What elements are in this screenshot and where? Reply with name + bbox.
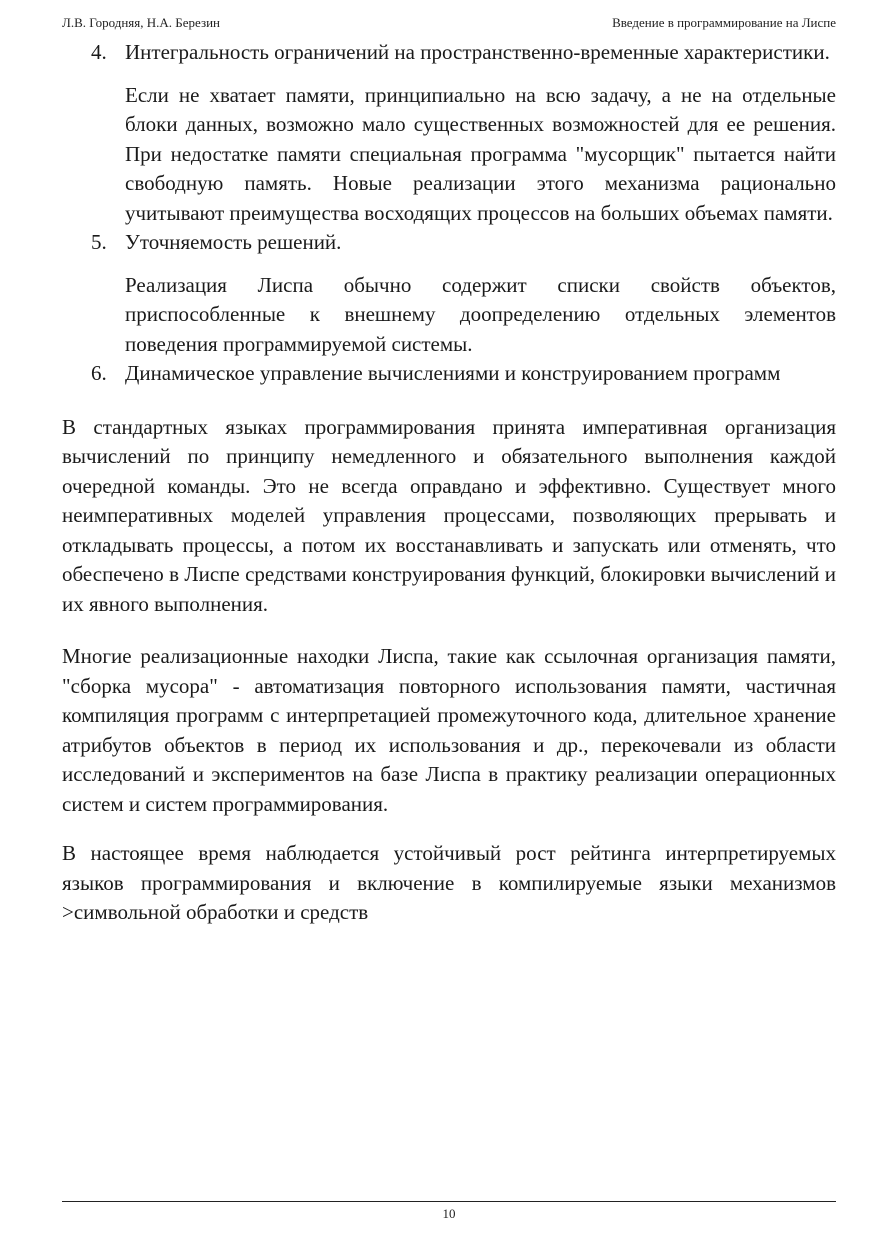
running-header	[62, 14, 836, 32]
list-item-title: Уточняемость решений.	[125, 230, 342, 254]
list-item-title: Интегральность ограничений на пространственно-временные характеристики.	[125, 40, 830, 64]
header-book-title: Введение в программирование на Лиспе	[612, 15, 836, 30]
list-item-description: Если не хватает памяти, принципиально на всю задачу, а не на отдельные блоки данных, возможно мало существенных возможностей для ее решения. При недостатке памяти специальная программа "мусорщик" пытается найти свободную память. Новые реализации этого механизма рационально учитывают преимущества восходящих процессов на больших объемах памяти.	[125, 82, 836, 225]
list-item	[62, 359, 836, 389]
header-authors: Л.В. Городняя, Н.А. Березин	[62, 15, 221, 30]
body-paragraph: Многие реализационные находки Лиспа, такие как ссылочная организация памяти, "сборка мусора" - автоматизация повторного использования памяти, частичная компиляция программ с интерпретацией промежуточного кода, длительное хранение атрибутов объектов в период их использования и др., перекочевали из области исследований и экспериментов на базе Лиспа в практику реализации операционных систем и систем программирования.	[62, 644, 836, 816]
list-item-description: Реализация Лиспа обычно содержит списки свойств объектов, приспособленные к внешнему доопределению отдельных элементов поведения программируемой системы.	[125, 272, 836, 356]
numbered-list	[62, 38, 836, 389]
list-item	[62, 38, 836, 228]
list-item-number: 5.	[91, 230, 107, 254]
body-paragraph: В стандартных языках программирования принята императивная организация вычислений по принципу немедленного и обязательного выполнения каждой очередной команды. Это не всегда оправдано и эффективно. Существует много неимперативных моделей управления процессами, позволяющих прерывать и откладывать процессы, а потом их восстанавливать и запускать или отменять, что обеспечено в Лиспе средствами конструирования функций, блокировки вычислений и их явного выполнения.	[62, 414, 836, 616]
list-item	[62, 228, 836, 359]
document-page	[62, 0, 836, 1241]
page-body	[62, 38, 836, 928]
list-item-number: 4.	[91, 40, 107, 64]
body-paragraph: В настоящее время наблюдается устойчивый рост рейтинга интерпретируемых языков программирования и включение в компилируемые языки механизмов >символьной обработки и средств	[62, 841, 836, 924]
list-item-number: 6.	[91, 361, 107, 385]
footer-divider	[62, 1201, 836, 1202]
page-number: 10	[442, 1206, 456, 1221]
list-item-title: Динамическое управление вычислениями и конструированием программ	[125, 361, 781, 385]
